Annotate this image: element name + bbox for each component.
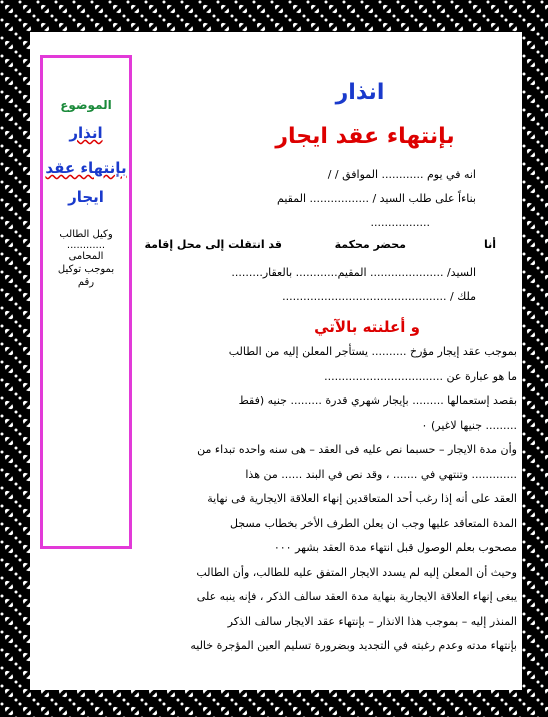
body-line: المدة المتعاقد عليها وجب ان يعلن الطرف الأخر بخطاب مسجل — [229, 516, 517, 530]
header-moved-to: قد انتقلت إلى محل إقامة — [144, 238, 282, 251]
body-line: وأن مدة الايجار – حسبما نص عليه فى العقد – هى سنه واحده تبداء من — [197, 443, 517, 456]
lawyer-label: المحامى — [68, 251, 104, 262]
body-line: ......... جنيها لاغير) ٠ — [421, 418, 517, 432]
body-line: المنذر إليه – بموجب هذا الانذار – بإنتهاء عقد الايجار سالف الذكر — [227, 614, 517, 628]
topic-label: الموضوع — [60, 98, 112, 112]
subject-sidebar — [40, 55, 132, 549]
notice-subtitle: بإنتهاء عقد ايجار — [275, 124, 455, 149]
header-court-officer: محضر محكمة — [334, 238, 406, 251]
notice-body — [142, 340, 517, 659]
sidebar-title-line1: انذار — [69, 124, 103, 142]
header-me: أنا — [483, 238, 496, 251]
owner-line: ملك / ............................................... — [282, 290, 476, 303]
agent-label: وكيل الطالب — [59, 229, 113, 240]
residence-dots: ................. — [370, 216, 430, 229]
body-line: العقد على أنه إذا رغب أحد المتعاقدين إنهاء العلاقة الايجارية فى نهاية — [207, 492, 517, 505]
body-line: مصحوب بعلم الوصول قبل انتهاء مدة العقد بشهر ٠٠٠ — [273, 541, 517, 554]
power-of-attorney-label: بموجب توكيل — [57, 264, 115, 275]
body-line: بموجب عقد إيجار مؤرخ .......... يستأجر المعلن إليه من الطالب — [228, 345, 517, 358]
agent-dots: ............ — [66, 240, 106, 251]
body-line: يبغى إنهاء العلاقة الايجارية بنهاية مدة العقد سالف الذكر ، فإنه ينبه على — [196, 590, 517, 603]
body-line: بقصد إستعمالها ......... بإيجار شهري قدرة ......... جنيه (فقط — [238, 394, 517, 407]
request-line: بناءاً على طلب السيد / ................. المقيم — [277, 192, 476, 205]
body-line: بإنتهاء مدته وعدم رغبته في التجديد وبضرورة تسليم العين المؤجرة خاليه — [190, 639, 517, 652]
body-line: ............. وتنتهي في ....... ، وقد نص في البند ...... من هذا — [245, 467, 517, 481]
announcement-heading: و أعلنته بالآتي — [314, 318, 420, 336]
notice-title: انذار — [335, 80, 385, 105]
body-line: ما هو عبارة عن .................................. — [324, 369, 517, 383]
recipient-line: السيد/ ..................... المقيم............ بالعقار......... — [231, 266, 476, 279]
body-line: وحيث أن المعلن إليه لم يسدد الايجار المتفق عليه للطالب، وأن الطالب — [196, 565, 517, 579]
date-line: انه في يوم ............ الموافق / / — [327, 168, 476, 181]
sidebar-title-line3: ايجار — [68, 188, 104, 206]
sidebar-title-line2: بإنتهاء عقد — [45, 159, 127, 177]
number-label: رقم — [77, 277, 95, 288]
